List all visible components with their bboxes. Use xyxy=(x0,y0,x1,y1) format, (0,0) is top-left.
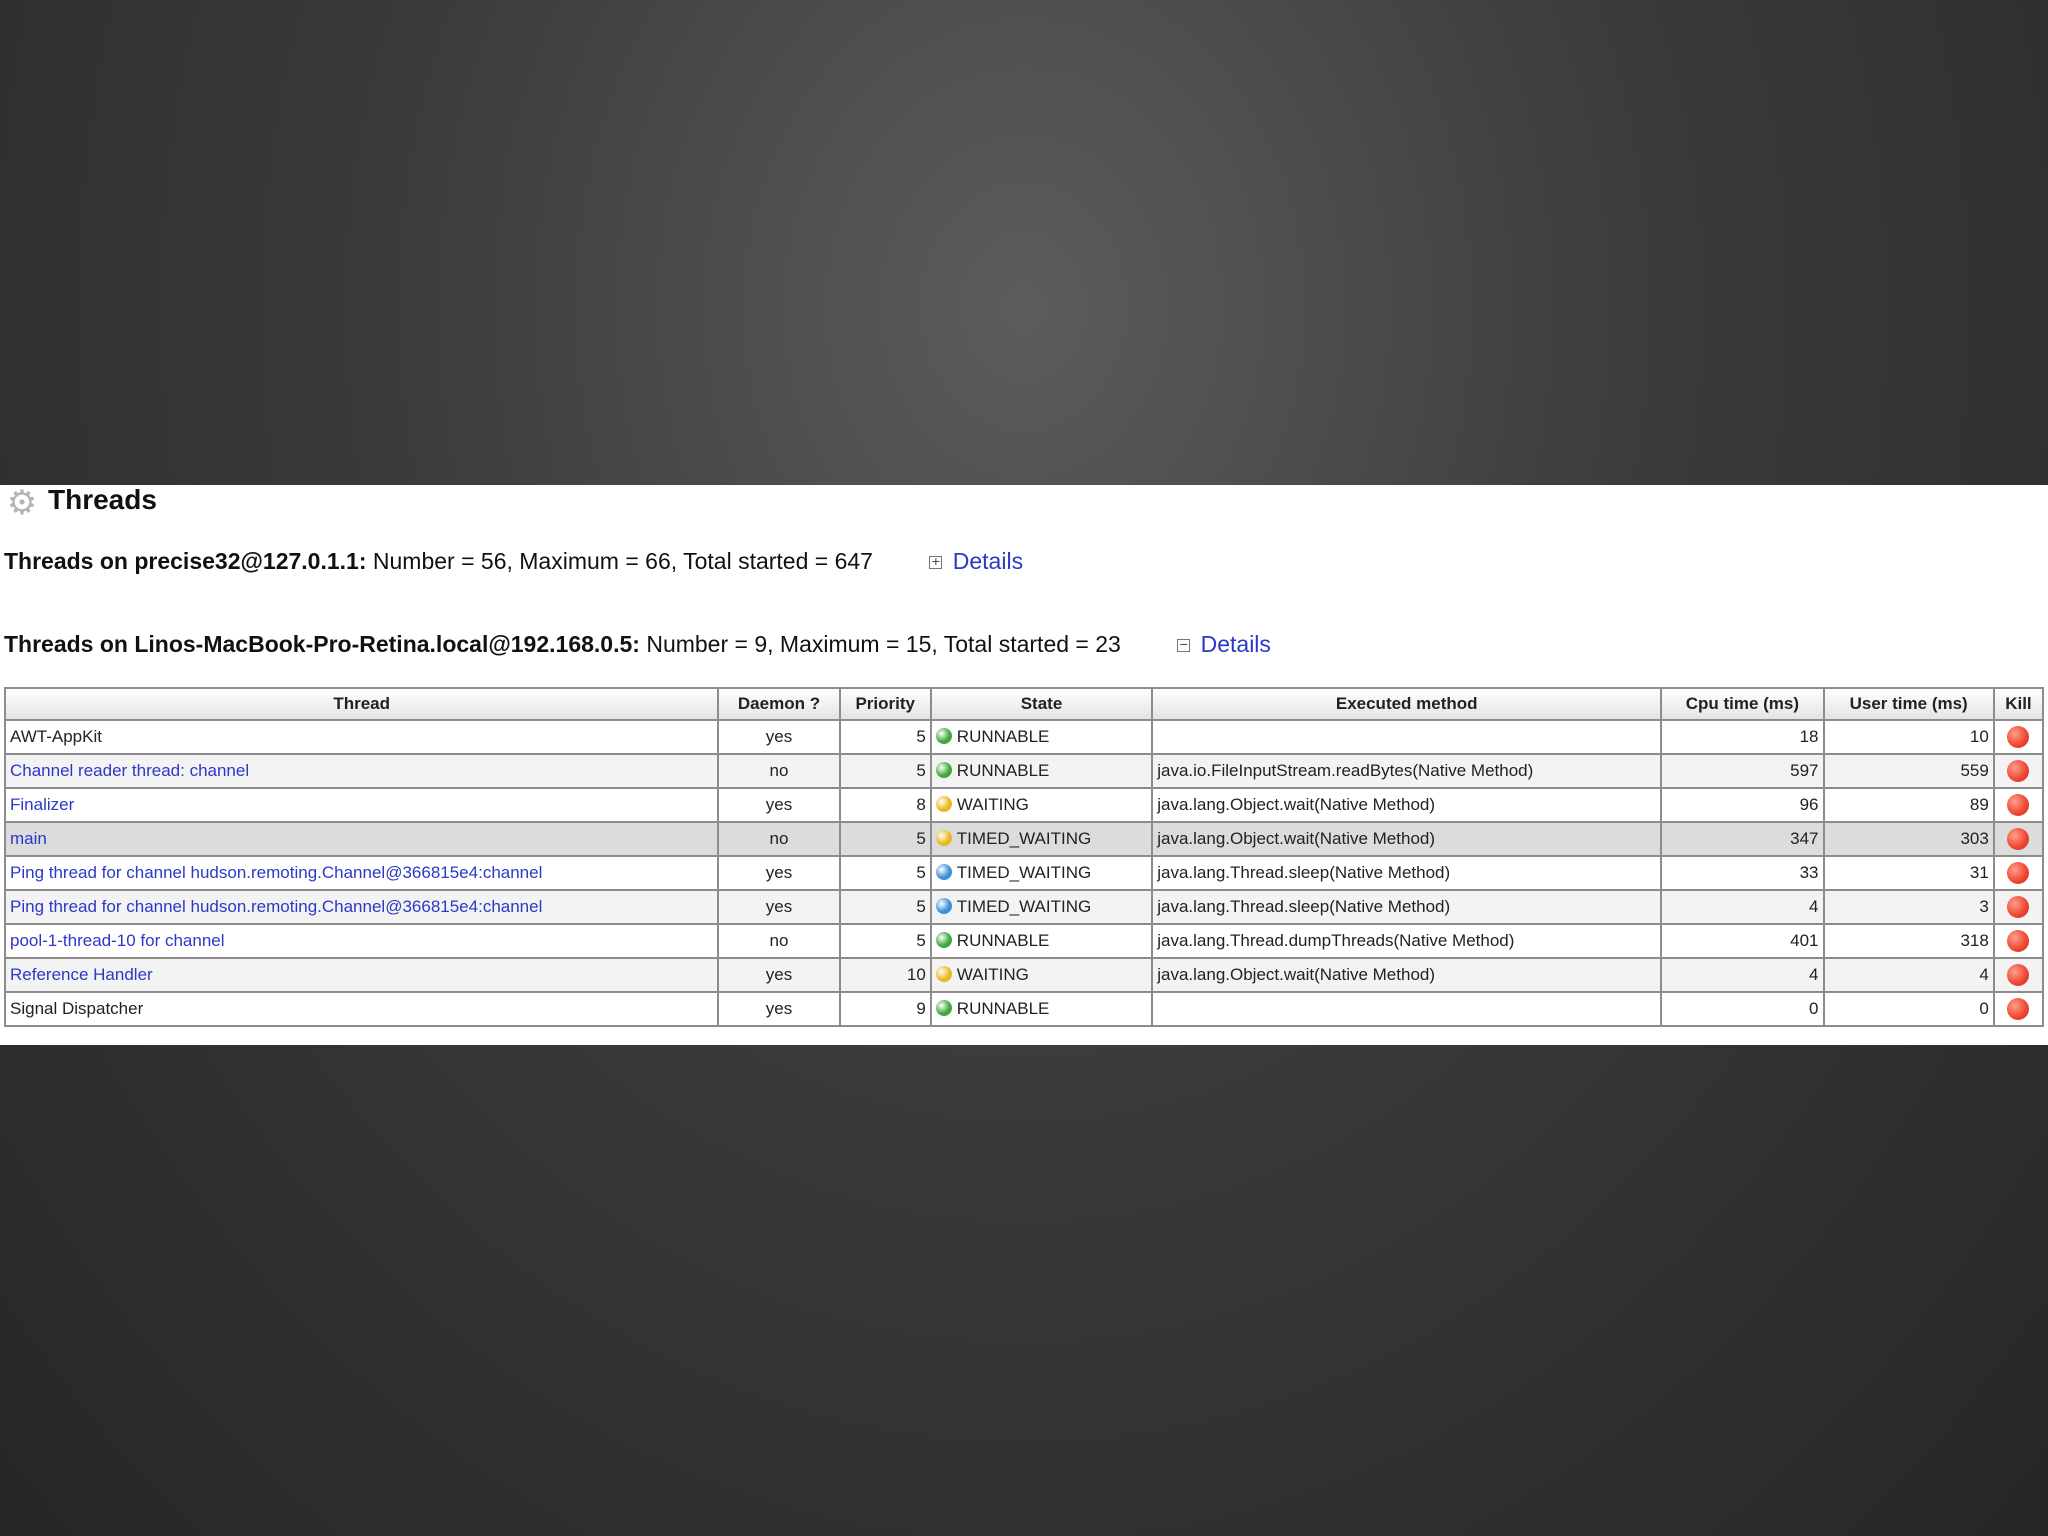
cpu-time-cell: 0 xyxy=(1661,992,1823,1026)
threads-panel xyxy=(0,485,2048,1045)
user-time-cell: 10 xyxy=(1824,720,1994,754)
kill-icon[interactable] xyxy=(2007,794,2029,816)
table-row xyxy=(5,890,2043,924)
state-cell xyxy=(931,788,1152,822)
executed-method-cell: java.io.FileInputStream.readBytes(Native Method) xyxy=(1152,754,1661,788)
table-row xyxy=(5,924,2043,958)
kill-icon[interactable] xyxy=(2007,998,2029,1020)
kill-icon[interactable] xyxy=(2007,760,2029,782)
thread-name-cell xyxy=(5,992,718,1026)
details-link[interactable]: Details xyxy=(1200,631,1271,657)
thread-name-cell[interactable] xyxy=(5,754,718,788)
cpu-time-cell: 18 xyxy=(1661,720,1823,754)
executed-method-cell: java.lang.Object.wait(Native Method) xyxy=(1152,822,1661,856)
state-indicator-icon xyxy=(936,830,952,846)
executed-method-cell: java.lang.Thread.sleep(Native Method) xyxy=(1152,856,1661,890)
cpu-time-cell: 4 xyxy=(1661,958,1823,992)
user-time-cell: 0 xyxy=(1824,992,1994,1026)
column-header-kill[interactable]: Kill xyxy=(1994,688,2043,720)
daemon-cell: yes xyxy=(718,788,839,822)
table-header-row xyxy=(5,688,2043,720)
priority-cell: 10 xyxy=(840,958,931,992)
column-header-state[interactable]: State xyxy=(931,688,1152,720)
thread-name-link[interactable]: pool-1-thread-10 for channel xyxy=(10,931,225,950)
state-indicator-icon xyxy=(936,762,952,778)
state-cell xyxy=(931,992,1152,1026)
kill-icon[interactable] xyxy=(2007,828,2029,850)
expand-icon[interactable]: + xyxy=(931,555,941,569)
state-label: TIMED_WAITING xyxy=(956,897,1092,916)
column-header-cpu-time[interactable]: Cpu time (ms) xyxy=(1661,688,1823,720)
user-time-cell: 31 xyxy=(1824,856,1994,890)
summary-label: Threads on precise32@127.0.1.1: xyxy=(4,548,367,574)
kill-icon[interactable] xyxy=(2007,930,2029,952)
state-label: RUNNABLE xyxy=(956,761,1050,780)
gear-icon: ⚙ xyxy=(6,485,38,522)
kill-cell xyxy=(1994,890,2043,924)
daemon-cell: yes xyxy=(718,720,839,754)
thread-name-cell[interactable] xyxy=(5,856,718,890)
daemon-cell: yes xyxy=(718,992,839,1026)
user-time-cell: 89 xyxy=(1824,788,1994,822)
thread-name-cell[interactable] xyxy=(5,924,718,958)
summary-stats: Number = 9, Maximum = 15, Total started = 23 xyxy=(646,631,1121,657)
kill-cell xyxy=(1994,822,2043,856)
daemon-cell: no xyxy=(718,754,839,788)
kill-icon[interactable] xyxy=(2007,896,2029,918)
thread-name-link[interactable]: Channel reader thread: channel xyxy=(10,761,250,780)
cpu-time-cell: 33 xyxy=(1661,856,1823,890)
cpu-time-cell: 4 xyxy=(1661,890,1823,924)
state-label: RUNNABLE xyxy=(956,931,1050,950)
priority-cell: 9 xyxy=(840,992,931,1026)
kill-icon[interactable] xyxy=(2007,726,2029,748)
thread-name-link[interactable]: Ping thread for channel hudson.remoting.Channel@366815e4:channel xyxy=(10,897,543,916)
thread-name: Signal Dispatcher xyxy=(10,999,144,1018)
state-indicator-icon xyxy=(936,966,952,982)
user-time-cell: 559 xyxy=(1824,754,1994,788)
table-row xyxy=(5,754,2043,788)
kill-cell xyxy=(1994,856,2043,890)
page-title: Threads xyxy=(48,485,157,515)
cpu-time-cell: 96 xyxy=(1661,788,1823,822)
executed-method-cell: java.lang.Object.wait(Native Method) xyxy=(1152,958,1661,992)
thread-name-cell xyxy=(5,720,718,754)
summary-label: Threads on Linos-MacBook-Pro-Retina.local@192.168.0.5: xyxy=(4,631,640,657)
kill-cell xyxy=(1994,924,2043,958)
executed-method-cell xyxy=(1152,992,1661,1026)
daemon-cell: no xyxy=(718,822,839,856)
daemon-cell: yes xyxy=(718,890,839,924)
table-row xyxy=(5,788,2043,822)
state-cell xyxy=(931,924,1152,958)
kill-cell xyxy=(1994,720,2043,754)
thread-name-link[interactable]: Finalizer xyxy=(10,795,75,814)
state-indicator-icon xyxy=(936,1000,952,1016)
state-label: RUNNABLE xyxy=(956,727,1050,746)
summary-stats: Number = 56, Maximum = 66, Total started = 647 xyxy=(372,548,873,574)
daemon-cell: yes xyxy=(718,958,839,992)
details-link[interactable]: Details xyxy=(952,548,1024,574)
executed-method-cell xyxy=(1152,720,1661,754)
kill-cell xyxy=(1994,958,2043,992)
column-header-daemon[interactable]: Daemon ? xyxy=(718,688,839,720)
table-row xyxy=(5,720,2043,754)
summary-macbook xyxy=(4,631,1271,658)
priority-cell: 5 xyxy=(840,890,931,924)
collapse-icon[interactable]: − xyxy=(1179,638,1189,652)
state-cell xyxy=(931,720,1152,754)
kill-cell xyxy=(1994,754,2043,788)
table-row xyxy=(5,856,2043,890)
priority-cell: 5 xyxy=(840,720,931,754)
kill-icon[interactable] xyxy=(2007,862,2029,884)
state-cell xyxy=(931,754,1152,788)
state-indicator-icon xyxy=(936,864,952,880)
state-indicator-icon xyxy=(936,728,952,744)
thread-name-link[interactable]: main xyxy=(10,829,47,848)
state-indicator-icon xyxy=(936,932,952,948)
column-header-user-time[interactable]: User time (ms) xyxy=(1824,688,1994,720)
state-cell xyxy=(931,890,1152,924)
state-label: TIMED_WAITING xyxy=(956,863,1092,882)
thread-name-cell[interactable] xyxy=(5,958,718,992)
table-row xyxy=(5,992,2043,1026)
user-time-cell: 3 xyxy=(1824,890,1994,924)
cpu-time-cell: 401 xyxy=(1661,924,1823,958)
kill-cell xyxy=(1994,788,2043,822)
thread-name-cell[interactable] xyxy=(5,788,718,822)
priority-cell: 5 xyxy=(840,856,931,890)
user-time-cell: 303 xyxy=(1824,822,1994,856)
thread-name-link[interactable]: Ping thread for channel hudson.remoting.Channel@366815e4:channel xyxy=(10,863,543,882)
state-label: RUNNABLE xyxy=(956,999,1050,1018)
user-time-cell: 318 xyxy=(1824,924,1994,958)
executed-method-cell: java.lang.Thread.sleep(Native Method) xyxy=(1152,890,1661,924)
priority-cell: 5 xyxy=(840,822,931,856)
cpu-time-cell: 347 xyxy=(1661,822,1823,856)
daemon-cell: yes xyxy=(718,856,839,890)
priority-cell: 8 xyxy=(840,788,931,822)
priority-cell: 5 xyxy=(840,754,931,788)
daemon-cell: no xyxy=(718,924,839,958)
column-header-thread[interactable]: Thread xyxy=(5,688,718,720)
state-indicator-icon xyxy=(936,796,952,812)
state-label: WAITING xyxy=(956,795,1029,814)
thread-name-cell[interactable] xyxy=(5,890,718,924)
column-header-priority[interactable]: Priority xyxy=(840,688,931,720)
summary-precise32 xyxy=(4,548,1023,575)
state-cell xyxy=(931,856,1152,890)
state-label: TIMED_WAITING xyxy=(956,829,1092,848)
thread-name: AWT-AppKit xyxy=(10,727,102,746)
state-label: WAITING xyxy=(956,965,1029,984)
cpu-time-cell: 597 xyxy=(1661,754,1823,788)
table-row xyxy=(5,958,2043,992)
thread-name-cell[interactable] xyxy=(5,822,718,856)
user-time-cell: 4 xyxy=(1824,958,1994,992)
priority-cell: 5 xyxy=(840,924,931,958)
state-cell xyxy=(931,822,1152,856)
title-row xyxy=(4,485,157,522)
table-row xyxy=(5,822,2043,856)
executed-method-cell: java.lang.Thread.dumpThreads(Native Method) xyxy=(1152,924,1661,958)
kill-cell xyxy=(1994,992,2043,1026)
kill-icon[interactable] xyxy=(2007,964,2029,986)
executed-method-cell: java.lang.Object.wait(Native Method) xyxy=(1152,788,1661,822)
threads-table xyxy=(4,687,2044,1027)
state-indicator-icon xyxy=(936,898,952,914)
column-header-method[interactable]: Executed method xyxy=(1152,688,1661,720)
state-cell xyxy=(931,958,1152,992)
thread-name-link[interactable]: Reference Handler xyxy=(10,965,153,984)
